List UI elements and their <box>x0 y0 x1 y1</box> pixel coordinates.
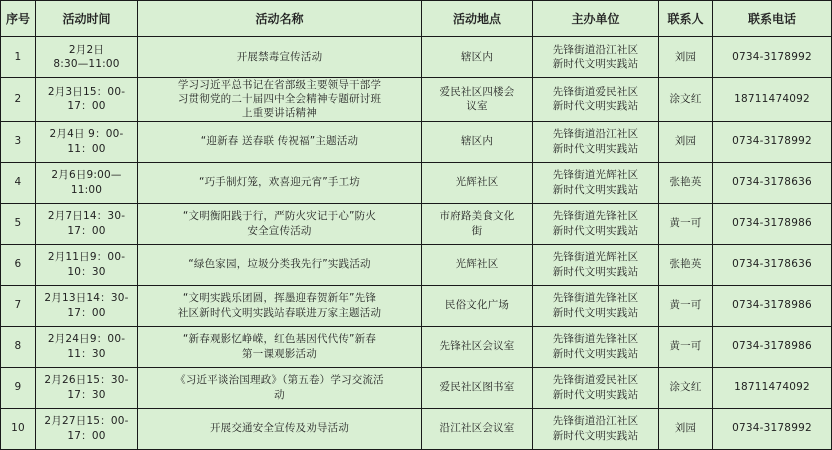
table-row <box>1 408 832 449</box>
cell-phone: 0734-3178986 <box>713 203 832 244</box>
cell-activity-name: 开展交通安全宣传及劝导活动 <box>138 408 422 449</box>
cell-activity-name: “巧手制灯笼，欢喜迎元宵”手工坊 <box>138 162 422 203</box>
cell-activity-name: 《习近平谈治国理政》（第五卷）学习交流活 动 <box>138 367 422 408</box>
cell-activity-name: “迎新春 送春联 传祝福”主题活动 <box>138 121 422 162</box>
table-row <box>1 78 832 122</box>
cell-time: 2月11日9：00- 10：30 <box>36 244 138 285</box>
cell-contact: 黄一可 <box>659 203 713 244</box>
cell-time: 2月24日9：00- 11：30 <box>36 326 138 367</box>
cell-seq: 6 <box>1 244 36 285</box>
cell-place: 爱民社区四楼会 议室 <box>422 78 533 122</box>
table-row <box>1 326 832 367</box>
table-row <box>1 244 832 285</box>
header-org: 主办单位 <box>533 1 659 37</box>
cell-place: 沿江社区会议室 <box>422 408 533 449</box>
cell-seq: 2 <box>1 78 36 122</box>
cell-contact: 张艳英 <box>659 244 713 285</box>
cell-organizer: 先锋街道爱民社区 新时代文明实践站 <box>533 367 659 408</box>
cell-organizer: 先锋街道光辉社区 新时代文明实践站 <box>533 244 659 285</box>
cell-phone: 0734-3178986 <box>713 285 832 326</box>
cell-organizer: 先锋街道光辉社区 新时代文明实践站 <box>533 162 659 203</box>
cell-time: 2月6日9:00— 11:00 <box>36 162 138 203</box>
cell-phone: 18711474092 <box>713 78 832 122</box>
cell-contact: 刘园 <box>659 121 713 162</box>
cell-organizer: 先锋街道先锋社区 新时代文明实践站 <box>533 203 659 244</box>
header-phone: 联系电话 <box>713 1 832 37</box>
cell-phone: 0734-3178636 <box>713 244 832 285</box>
cell-place: 民俗文化广场 <box>422 285 533 326</box>
cell-place: 光辉社区 <box>422 244 533 285</box>
header-name: 活动名称 <box>138 1 422 37</box>
cell-time: 2月3日15：00- 17：00 <box>36 78 138 122</box>
cell-phone: 0734-3178992 <box>713 408 832 449</box>
cell-seq: 7 <box>1 285 36 326</box>
cell-phone: 0734-3178992 <box>713 121 832 162</box>
cell-time: 2月7日14：30- 17：00 <box>36 203 138 244</box>
cell-place: 辖区内 <box>422 37 533 78</box>
cell-place: 辖区内 <box>422 121 533 162</box>
cell-time: 2月27日15：00- 17：00 <box>36 408 138 449</box>
cell-organizer: 先锋街道先锋社区 新时代文明实践站 <box>533 326 659 367</box>
cell-seq: 3 <box>1 121 36 162</box>
cell-phone: 0734-3178986 <box>713 326 832 367</box>
cell-time: 2月26日15：30- 17：30 <box>36 367 138 408</box>
cell-contact: 刘园 <box>659 408 713 449</box>
table-row <box>1 162 832 203</box>
cell-organizer: 先锋街道沿江社区 新时代文明实践站 <box>533 121 659 162</box>
cell-seq: 10 <box>1 408 36 449</box>
cell-place: 爱民社区图书室 <box>422 367 533 408</box>
cell-contact: 张艳英 <box>659 162 713 203</box>
header-place: 活动地点 <box>422 1 533 37</box>
cell-activity-name: “文明衡阳践于行，严防火灾记于心”防火 安全宣传活动 <box>138 203 422 244</box>
cell-time: 2月4日 9：00- 11：00 <box>36 121 138 162</box>
cell-contact: 涂文红 <box>659 367 713 408</box>
cell-contact: 黄一可 <box>659 285 713 326</box>
cell-seq: 5 <box>1 203 36 244</box>
cell-place: 先锋社区会议室 <box>422 326 533 367</box>
cell-place: 光辉社区 <box>422 162 533 203</box>
cell-seq: 1 <box>1 37 36 78</box>
cell-organizer: 先锋街道沿江社区 新时代文明实践站 <box>533 37 659 78</box>
cell-phone: 18711474092 <box>713 367 832 408</box>
cell-contact: 刘园 <box>659 37 713 78</box>
cell-seq: 9 <box>1 367 36 408</box>
cell-activity-name: “文明实践乐团圆，挥墨迎春贺新年”先锋 社区新时代文明实践站春联进万家主题活动 <box>138 285 422 326</box>
header-seq: 序号 <box>1 1 36 37</box>
cell-seq: 8 <box>1 326 36 367</box>
table-row <box>1 285 832 326</box>
cell-place: 市府路美食文化 街 <box>422 203 533 244</box>
header-row <box>1 1 832 37</box>
cell-time: 2月13日14：30- 17：00 <box>36 285 138 326</box>
cell-phone: 0734-3178992 <box>713 37 832 78</box>
table-row <box>1 37 832 78</box>
header-contact: 联系人 <box>659 1 713 37</box>
cell-time: 2月2日 8:30—11:00 <box>36 37 138 78</box>
cell-contact: 涂文红 <box>659 78 713 122</box>
table-row <box>1 367 832 408</box>
table-row <box>1 121 832 162</box>
cell-organizer: 先锋街道沿江社区 新时代文明实践站 <box>533 408 659 449</box>
cell-activity-name: 学习习近平总书记在省部级主要领导干部学 习贯彻党的二十届四中全会精神专题研讨班 上重要讲话精神 <box>138 78 422 122</box>
cell-phone: 0734-3178636 <box>713 162 832 203</box>
header-time: 活动时间 <box>36 1 138 37</box>
cell-activity-name: “新春观影忆峥嵘，红色基因代代传”新春 第一课观影活动 <box>138 326 422 367</box>
cell-organizer: 先锋街道先锋社区 新时代文明实践站 <box>533 285 659 326</box>
cell-activity-name: 开展禁毒宣传活动 <box>138 37 422 78</box>
cell-seq: 4 <box>1 162 36 203</box>
cell-activity-name: “绿色家园，垃圾分类我先行”实践活动 <box>138 244 422 285</box>
table-row <box>1 203 832 244</box>
cell-organizer: 先锋街道爱民社区 新时代文明实践站 <box>533 78 659 122</box>
cell-contact: 黄一可 <box>659 326 713 367</box>
